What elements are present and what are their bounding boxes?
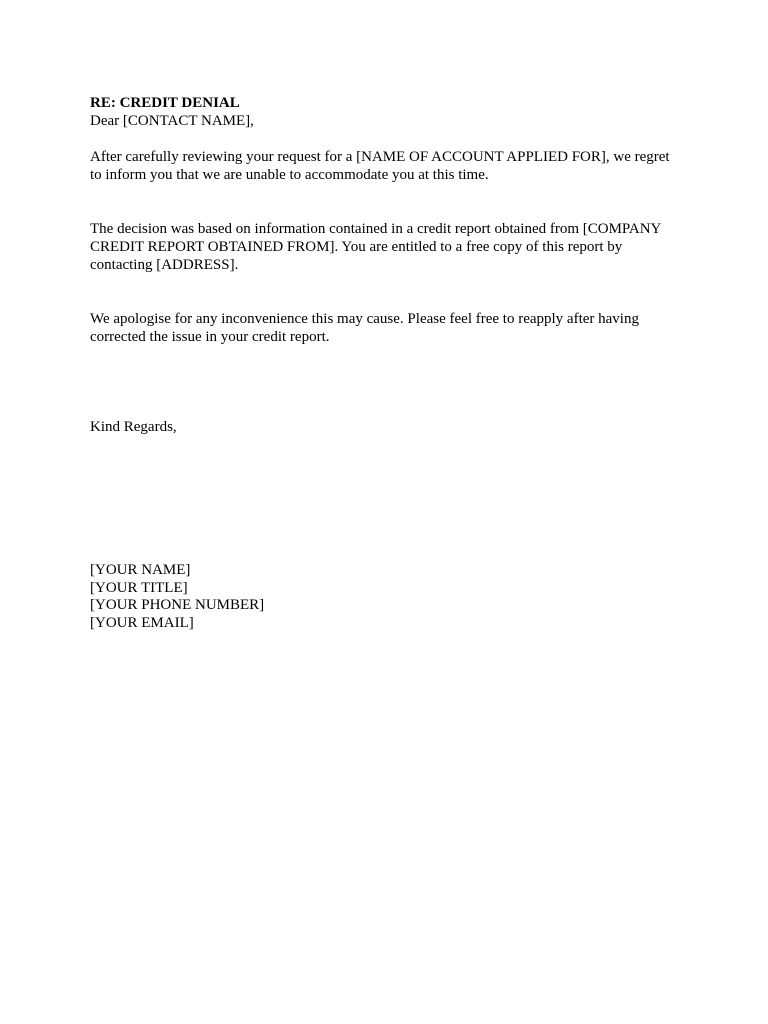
letter-closing: Kind Regards, [90, 419, 177, 435]
signature-email: [YOUR EMAIL] [90, 614, 194, 631]
paragraph-apology: We apologise for any inconvenience this may cause. Please feel free to reapply after having corrected the issue in your credit report. [90, 311, 639, 345]
letter-body [90, 94, 680, 631]
signature-title: [YOUR TITLE] [90, 579, 188, 596]
signature-name: [YOUR NAME] [90, 562, 191, 578]
signature-block [90, 561, 680, 631]
paragraph-request-review: After carefully reviewing your request for a [NAME OF ACCOUNT APPLIED FOR], we regret to inform you that we are unable to accommodate you at this time. [90, 149, 670, 183]
paragraph-credit-report: The decision was based on information contained in a credit report obtained from [COMPANY CREDIT REPORT OBTAINED FROM]. You are entitled to a free copy of this report by contacting [ADDRESS]. [90, 221, 661, 273]
letter-subject: RE: CREDIT DENIAL [90, 95, 240, 111]
signature-phone: [YOUR PHONE NUMBER] [90, 597, 265, 613]
letter-salutation: Dear [CONTACT NAME], [90, 113, 254, 129]
